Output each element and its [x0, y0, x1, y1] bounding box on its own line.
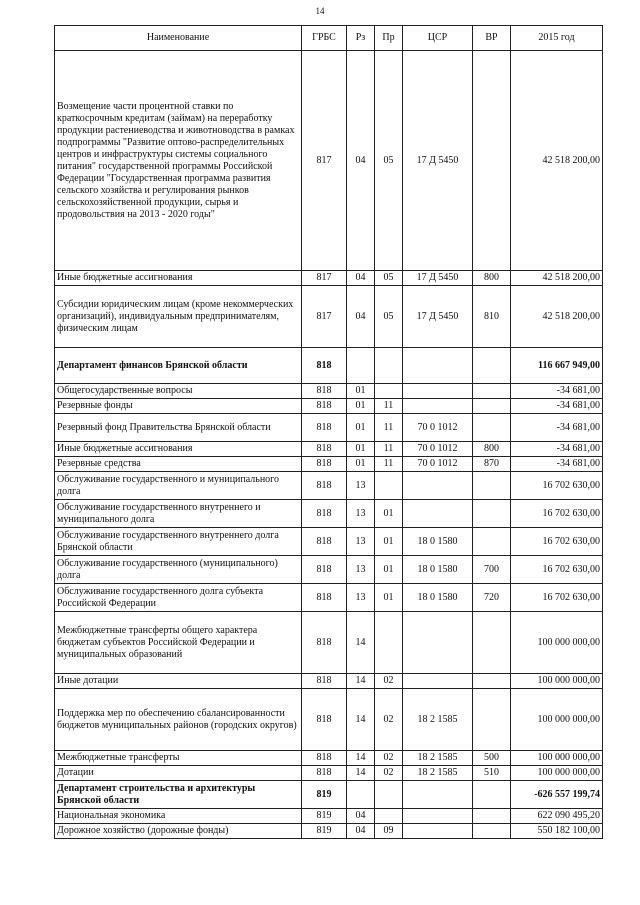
table-row [55, 286, 603, 348]
row-name: Общегосударственные вопросы [55, 384, 302, 399]
row-name: Обслуживание государственного внутреннего долга Брянской области [55, 528, 302, 556]
row-grbs: 818 [302, 414, 347, 442]
row-amount: -34 681,00 [511, 384, 603, 399]
row-rz: 14 [347, 612, 375, 674]
row-vr [473, 824, 511, 839]
row-pr: 01 [375, 556, 403, 584]
row-vr [473, 809, 511, 824]
row-name: Иные бюджетные ассигнования [55, 271, 302, 286]
row-grbs: 819 [302, 809, 347, 824]
row-vr [473, 472, 511, 500]
row-rz: 01 [347, 442, 375, 457]
table-row [55, 528, 603, 556]
row-amount: -34 681,00 [511, 399, 603, 414]
row-rz: 14 [347, 766, 375, 781]
row-pr: 09 [375, 824, 403, 839]
row-csr: 18 2 1585 [403, 766, 473, 781]
row-csr: 18 0 1580 [403, 584, 473, 612]
table-row [55, 271, 603, 286]
row-vr [473, 414, 511, 442]
row-csr [403, 809, 473, 824]
row-pr [375, 612, 403, 674]
row-rz: 04 [347, 824, 375, 839]
table-row [55, 348, 603, 384]
row-grbs: 818 [302, 457, 347, 472]
row-rz: 01 [347, 399, 375, 414]
row-grbs: 818 [302, 612, 347, 674]
header-csr: ЦСР [403, 26, 473, 51]
row-vr [473, 348, 511, 384]
row-amount: 42 518 200,00 [511, 286, 603, 348]
row-pr [375, 348, 403, 384]
row-name: Резервные средства [55, 457, 302, 472]
row-vr: 720 [473, 584, 511, 612]
row-rz: 14 [347, 689, 375, 751]
row-vr: 800 [473, 442, 511, 457]
row-grbs: 818 [302, 442, 347, 457]
row-rz [347, 781, 375, 809]
row-pr: 11 [375, 442, 403, 457]
row-pr: 01 [375, 584, 403, 612]
row-rz: 13 [347, 556, 375, 584]
row-amount: 100 000 000,00 [511, 751, 603, 766]
row-name: Резервные фонды [55, 399, 302, 414]
row-amount: 16 702 630,00 [511, 584, 603, 612]
row-vr [473, 781, 511, 809]
row-grbs: 818 [302, 674, 347, 689]
row-amount: 16 702 630,00 [511, 528, 603, 556]
row-vr [473, 674, 511, 689]
row-grbs: 817 [302, 271, 347, 286]
row-amount: -34 681,00 [511, 457, 603, 472]
row-amount: 622 090 495,20 [511, 809, 603, 824]
row-name: Межбюджетные трансферты общего характера бюджетам субъектов Российской Федерации и муниципальных образований [55, 612, 302, 674]
row-pr: 11 [375, 457, 403, 472]
row-vr: 870 [473, 457, 511, 472]
table-row [55, 472, 603, 500]
row-rz: 04 [347, 286, 375, 348]
row-amount: -626 557 199,74 [511, 781, 603, 809]
row-csr [403, 472, 473, 500]
row-name: Дотации [55, 766, 302, 781]
table-row [55, 584, 603, 612]
row-vr [473, 399, 511, 414]
row-grbs: 818 [302, 584, 347, 612]
row-pr: 11 [375, 399, 403, 414]
row-pr: 05 [375, 271, 403, 286]
row-pr: 01 [375, 528, 403, 556]
row-csr: 18 2 1585 [403, 751, 473, 766]
row-vr: 810 [473, 286, 511, 348]
table-row [55, 689, 603, 751]
row-name: Департамент строительства и архитектуры Брянской области [55, 781, 302, 809]
row-csr [403, 824, 473, 839]
row-rz: 13 [347, 528, 375, 556]
row-name: Обслуживание государственного долга субъекта Российской Федерации [55, 584, 302, 612]
row-name: Департамент финансов Брянской области [55, 348, 302, 384]
page-number: 14 [315, 6, 325, 16]
row-amount: 100 000 000,00 [511, 689, 603, 751]
row-vr [473, 689, 511, 751]
row-amount: -34 681,00 [511, 414, 603, 442]
table-row [55, 751, 603, 766]
table-row [55, 399, 603, 414]
table-row [55, 500, 603, 528]
row-vr: 800 [473, 271, 511, 286]
row-name: Обслуживание государственного внутреннего и муниципального долга [55, 500, 302, 528]
row-amount: 100 000 000,00 [511, 612, 603, 674]
row-pr [375, 472, 403, 500]
row-name: Межбюджетные трансферты [55, 751, 302, 766]
row-amount: 16 702 630,00 [511, 472, 603, 500]
row-grbs: 819 [302, 824, 347, 839]
header-pr: Пр [375, 26, 403, 51]
row-pr: 01 [375, 500, 403, 528]
row-name: Обслуживание государственного и муниципального долга [55, 472, 302, 500]
row-grbs: 819 [302, 781, 347, 809]
row-grbs: 818 [302, 528, 347, 556]
table-row [55, 384, 603, 399]
budget-table [54, 25, 603, 839]
header-name: Наименование [55, 26, 302, 51]
row-pr: 02 [375, 766, 403, 781]
row-pr [375, 809, 403, 824]
table-row [55, 442, 603, 457]
row-csr [403, 674, 473, 689]
row-vr [473, 612, 511, 674]
row-pr: 02 [375, 751, 403, 766]
row-vr [473, 500, 511, 528]
row-grbs: 818 [302, 472, 347, 500]
row-vr [473, 384, 511, 399]
row-amount: 42 518 200,00 [511, 51, 603, 271]
table-header-row [55, 26, 603, 51]
row-rz: 01 [347, 457, 375, 472]
row-csr: 17 Д 5450 [403, 286, 473, 348]
row-pr: 05 [375, 51, 403, 271]
table-row [55, 674, 603, 689]
row-grbs: 818 [302, 689, 347, 751]
row-rz: 04 [347, 51, 375, 271]
row-amount: 550 182 100,00 [511, 824, 603, 839]
header-vr: ВР [473, 26, 511, 51]
row-grbs: 818 [302, 556, 347, 584]
row-rz: 13 [347, 584, 375, 612]
row-rz: 14 [347, 674, 375, 689]
row-name: Обслуживание государственного (муниципального) долга [55, 556, 302, 584]
row-rz: 01 [347, 384, 375, 399]
table-row [55, 556, 603, 584]
row-csr: 18 2 1585 [403, 689, 473, 751]
row-pr: 02 [375, 674, 403, 689]
row-name: Резервный фонд Правительства Брянской области [55, 414, 302, 442]
row-pr: 02 [375, 689, 403, 751]
row-name: Субсидии юридическим лицам (кроме некоммерческих организаций), индивидуальным предпринимателям, физическим лицам [55, 286, 302, 348]
row-grbs: 817 [302, 51, 347, 271]
row-vr [473, 51, 511, 271]
row-amount: 116 667 949,00 [511, 348, 603, 384]
row-rz: 14 [347, 751, 375, 766]
row-amount: 42 518 200,00 [511, 271, 603, 286]
row-pr [375, 781, 403, 809]
table-row [55, 766, 603, 781]
header-amount: 2015 год [511, 26, 603, 51]
table-row [55, 781, 603, 809]
row-pr: 11 [375, 414, 403, 442]
row-rz: 01 [347, 414, 375, 442]
table-row [55, 612, 603, 674]
row-csr: 70 0 1012 [403, 442, 473, 457]
row-amount: -34 681,00 [511, 442, 603, 457]
table-row [55, 824, 603, 839]
row-name: Возмещение части процентной ставки по краткосрочным кредитам (займам) на переработку продукции растениеводства и животноводства в рамках подпрограммы "Развитие оптово-распределительных центров и инфраструктуры системы социального питания" государственной программы Российской Федерации "Государственная программа развития сельского хозяйства и регулирования рынков сельскохозяйственной продукции, сырья и продовольствия на 2013 - 2020 годы" [55, 51, 302, 271]
row-name: Поддержка мер по обеспечению сбалансированности бюджетов муниципальных районов (городских округов) [55, 689, 302, 751]
row-amount: 16 702 630,00 [511, 556, 603, 584]
row-csr: 70 0 1012 [403, 414, 473, 442]
row-grbs: 818 [302, 384, 347, 399]
table-row [55, 51, 603, 271]
header-grbs: ГРБС [302, 26, 347, 51]
table-row [55, 414, 603, 442]
row-csr [403, 781, 473, 809]
row-grbs: 818 [302, 500, 347, 528]
row-grbs: 817 [302, 286, 347, 348]
row-amount: 100 000 000,00 [511, 766, 603, 781]
row-pr: 05 [375, 286, 403, 348]
row-grbs: 818 [302, 348, 347, 384]
row-csr [403, 399, 473, 414]
row-rz: 04 [347, 809, 375, 824]
row-csr: 18 0 1580 [403, 528, 473, 556]
row-vr: 700 [473, 556, 511, 584]
row-grbs: 818 [302, 399, 347, 414]
row-csr [403, 384, 473, 399]
row-grbs: 818 [302, 766, 347, 781]
row-name: Дорожное хозяйство (дорожные фонды) [55, 824, 302, 839]
row-csr [403, 500, 473, 528]
row-rz: 13 [347, 472, 375, 500]
row-name: Национальная экономика [55, 809, 302, 824]
row-pr [375, 384, 403, 399]
row-name: Иные бюджетные ассигнования [55, 442, 302, 457]
row-vr [473, 528, 511, 556]
row-rz [347, 348, 375, 384]
row-csr [403, 612, 473, 674]
row-csr [403, 348, 473, 384]
row-name: Иные дотации [55, 674, 302, 689]
row-csr: 17 Д 5450 [403, 271, 473, 286]
row-grbs: 818 [302, 751, 347, 766]
row-vr: 510 [473, 766, 511, 781]
row-vr: 500 [473, 751, 511, 766]
header-rz: Рз [347, 26, 375, 51]
row-rz: 04 [347, 271, 375, 286]
row-amount: 100 000 000,00 [511, 674, 603, 689]
row-csr: 18 0 1580 [403, 556, 473, 584]
row-rz: 13 [347, 500, 375, 528]
table-row [55, 457, 603, 472]
row-csr: 70 0 1012 [403, 457, 473, 472]
row-csr: 17 Д 5450 [403, 51, 473, 271]
table-row [55, 809, 603, 824]
row-amount: 16 702 630,00 [511, 500, 603, 528]
